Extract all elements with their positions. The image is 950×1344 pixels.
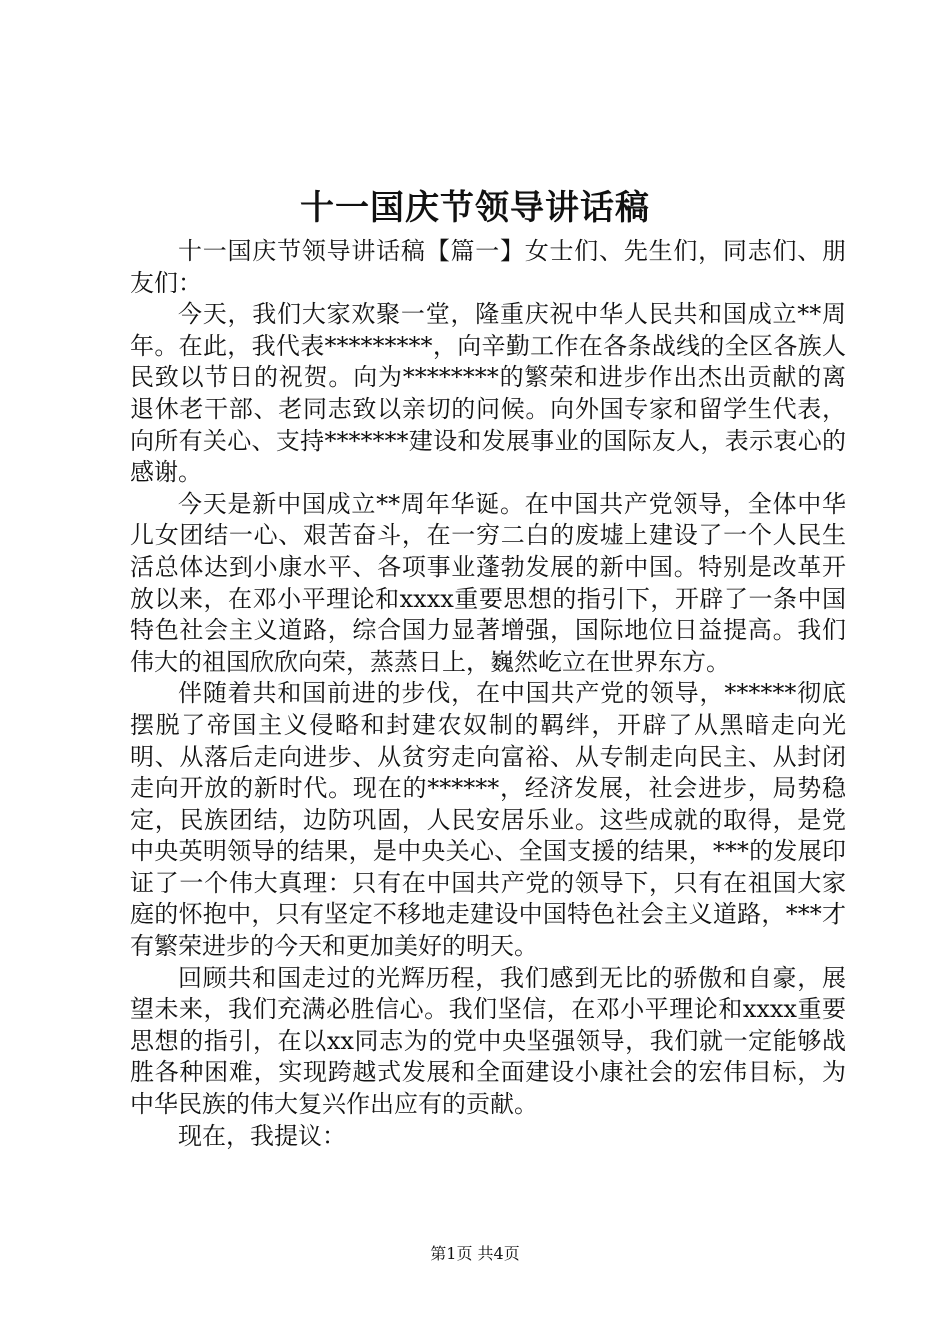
paragraph-6: 现在，我提议： [178, 1121, 346, 1150]
paragraph-3: 今天是新中国成立**周年华诞。在中国共产党领导，全体中华儿女团结一心、艰苦奋斗，在一穷二白的废墟上建设了一个人民生活总体达到小康水平、各项事业蓬勃发展的新中国。特别是改革开放以来，在邓小平理论和xxxx重要思想的指引下，开辟了一条中国特色社会主义道路，综合国力显著增强，国际地位日益提高。我们伟大的祖国欣欣向荣，蒸蒸日上，巍然屹立在世界东方。 [130, 489, 846, 676]
document-title: 十一国庆节领导讲话稿 [300, 188, 650, 228]
document-body [130, 236, 846, 1152]
paragraph-4: 伴随着共和国前进的步伐，在中国共产党的领导，******彻底摆脱了帝国主义侵略和封建农奴制的羁绊，开辟了从黑暗走向光明、从落后走向进步、从贫穷走向富裕、从专制走向民主、从封闭走向开放的新时代。现在的******，经济发展，社会进步，局势稳定，民族团结，边防巩固，人民安居乐业。这些成就的取得，是党中央英明领导的结果，是中央关心、全国支援的结果，***的发展印证了一个伟大真理：只有在中国共产党的领导下，只有在祖国大家庭的怀抱中，只有坚定不移地走建设中国特色社会主义道路，***才有繁荣进步的今天和更加美好的明天。 [130, 679, 846, 961]
paragraph-1: 十一国庆节领导讲话稿【篇一】女士们、先生们，同志们、朋友们： [130, 237, 846, 297]
page-footer: 第1页 共4页 [430, 1244, 520, 1263]
paragraph-2: 今天，我们大家欢聚一堂，隆重庆祝中华人民共和国成立**周年。在此，我代表*********，向辛勤工作在各条战线的全区各族人民致以节日的祝贺。向为********的繁荣和进步作出杰出贡献的离退休老干部、老同志致以亲切的问候。向外国专家和留学生代表，向所有关心、支持*******建设和发展事业的国际友人，表示衷心的感谢。 [130, 300, 846, 487]
paragraph-5: 回顾共和国走过的光辉历程，我们感到无比的骄傲和自豪，展望未来，我们充满必胜信心。我们坚信，在邓小平理论和xxxx重要思想的指引，在以xx同志为的党中央坚强领导，我们就一定能够战胜各种困难，实现跨越式发展和全面建设小康社会的宏伟目标，为中华民族的伟大复兴作出应有的贡献。 [130, 963, 846, 1119]
